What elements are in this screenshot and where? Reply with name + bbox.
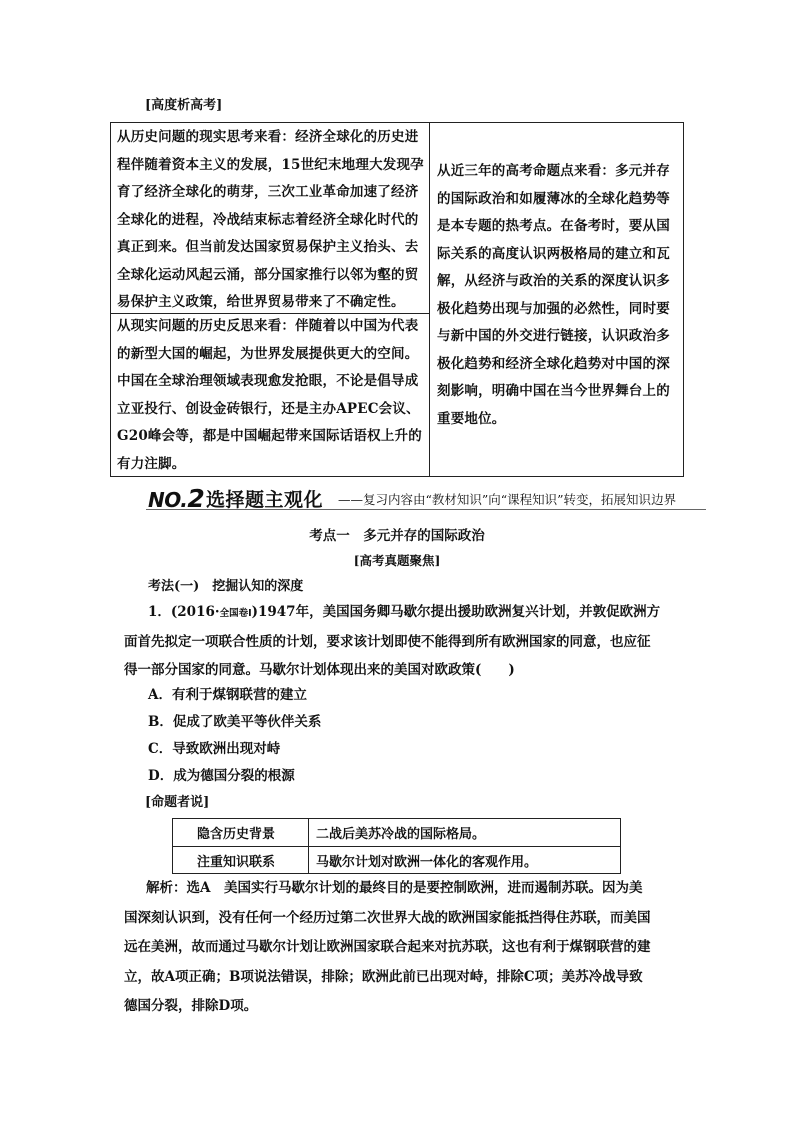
question-source: 全国卷Ⅰ — [219, 608, 252, 619]
row-label: 隐含历史背景 — [197, 827, 276, 842]
banner-number: NO.2 — [148, 484, 205, 513]
cell-historical-view: 从历史问题的现实思考来看：经济全球化的历史进程伴随着资本主义的发展，15世纪末地理大发现孕育了经济全球化的萌芽，三次工业革命加速了经济全球化的进程，冷战结束标志着经济全球化时代的真正到来。但当前发达国家贸易保护主义抬头、去全球化运动风起云涌，部分国家推行以邻为壑的贸易保护主义政策，给世界贸易带来了不确定性。 — [117, 129, 424, 310]
cell-realistic-view: 从现实问题的历史反思来看：伴随着以中国为代表的新型大国的崛起，为世界发展提供更大的空间。中国在全球治理领域表现愈发抢眼，不论是倡导成立亚投行、创设金砖银行，还是主办APEC会议、G20峰会等，都是中国崛起带来国际话语权上升的有力注脚。 — [117, 318, 422, 472]
question-stem: 1．(2016·全国卷Ⅰ)1947年，美国国务卿马歇尔提出援助欧洲复兴计划，并敦促欧洲方 面首先拟定一项联合性质的计划，要求该计划即使不能得到所有欧洲国家的同意，也应征 得一部分国家的同意。马歇尔计划体现出来的美国对欧政策( ) — [124, 604, 661, 678]
commentary-label: [命题者说] — [145, 795, 210, 810]
row-label: 注重知识联系 — [197, 855, 276, 870]
section-banner — [110, 484, 706, 512]
subsection-label: [高考真题聚焦] — [353, 553, 441, 568]
banner-title: 选择题主观化 — [206, 489, 324, 511]
banner-rule — [146, 509, 706, 510]
answer-analysis: 解析：选A 美国实行马歇尔计划的最终目的是要控制欧洲，进而遏制苏联。因为美 国深刻认识到，没有任何一个经历过第二次世界大战的欧洲国家能抵挡得住苏联，而美国 远在美洲，故而通过马歇尔计划让欧洲国家联合起来对抗苏联，这也有利于煤钢联营的建 立，故A项正确；B项说法错误，排除；欧洲此前已出现对峙，排除C项；美苏冷战导致 德国分裂，排除D项。 — [124, 880, 651, 1014]
row-value: 二战后美苏冷战的国际格局。 — [316, 827, 486, 842]
table-divider — [429, 123, 430, 476]
analysis-table — [110, 122, 684, 477]
topic-heading: 考点一 多元并存的国际政治 — [309, 528, 485, 544]
row-value: 马歇尔计划对欧洲一体化的客观作用。 — [316, 855, 538, 870]
commentary-table — [172, 818, 621, 874]
method-label: 考法(一) 挖掘认知的深度 — [148, 579, 304, 594]
option-c: C．导致欧洲出现对峙 — [148, 741, 281, 757]
option-b: B．促成了欧美平等伙伴关系 — [148, 714, 322, 730]
section-label: [高度析高考] — [145, 98, 223, 113]
option-d: D．成为德国分裂的根源 — [148, 768, 295, 784]
banner-subtitle: ——复习内容由“教材知识”向“课程知识”转变，拓展知识边界 — [338, 492, 677, 507]
cell-exam-trend: 从近三年的高考命题点来看：多元并存的国际政治和如履薄冰的全球化趋势等是本专题的热考点。在备考时，要从国际关系的高度认识两极格局的建立和瓦解，从经济与政治的关系的深度认识多极化趋势出现与加强的必然性，同时要与新中国的外交进行链接，认识政治多极化趋势和经济全球化趋势对中国的深刻影响，明确中国在当今世界舞台上的重要地位。 — [437, 163, 670, 427]
option-a: A．有利于煤钢联营的建立 — [148, 687, 307, 703]
